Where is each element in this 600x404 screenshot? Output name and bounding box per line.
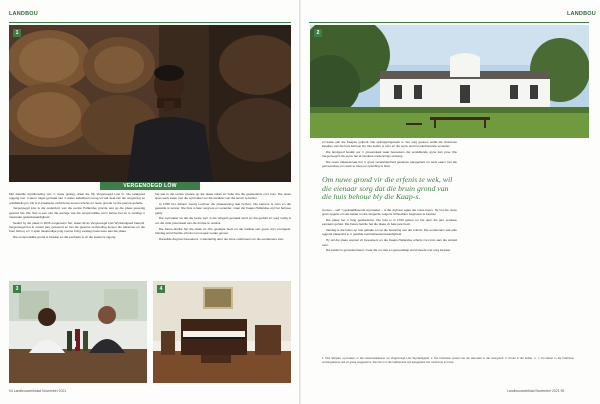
homestead-illustration (310, 25, 589, 138)
text-column-1 (9, 192, 145, 276)
paragraph: het wat in die eerste posisie op die plaas staan en hulle dra die geskiedenis met trots. Die nuwe span werk saam met die wynmaker om die karakter van die terroir te behou. (155, 192, 291, 201)
piano-illustration (153, 281, 291, 383)
photo-homestead (310, 25, 589, 138)
paragraph: Die wynmaker sê dat die beste wyn in die wingerd gemaak word en dat geduld en sorg nodig is om die volle potensiaal van die druiwe te ontsluit. (155, 216, 291, 225)
paragraph: Die oorspronklike grond is bewaar en die eenhede is vir die toekoms ingerig. (13, 235, 117, 240)
paragraph: Die nuwe plaaseienaar het ‘n groot verskeidenheid gewasse aangeplant en werk saam met die gemeenskap om werk te skep en opleiding te bied. (322, 160, 457, 169)
photo-number-badge: 4 (157, 285, 165, 293)
paragraph: Die Faure-familie het die plaas vir drie geslagte besit en die tradisie van goeie wyn voortgesit. Vandag word hierdie erfenis met respek verder gevoer. (155, 226, 291, 235)
paragraph: Vergenoegd Löw is die ouderdom van die eerste Hollandse gronde wat op die plaas gevestig geword het. Die huis is een van die weinige wat die oorspronklike vorm behou het en is vandag ‘n nasionale gedenkwaardigheid. (9, 206, 145, 219)
text-column-3-top (322, 140, 457, 176)
paragraph: Die kelder is gemoderniseer, maar die ou vate en gereedskap word steeds met sorg bewaar. (326, 248, 451, 253)
section-label-left: LANDBOU (9, 11, 38, 17)
text-column-3-bottom (322, 208, 457, 354)
paragraph: In 1788 het Johann Georg Lochner die plaaswoning laat herbou. Die kamers is ruim en die gewelde is versier. Die huis is later vergroot en verander, maar die Kaaps-Hollandse styl het behoue gebly. (155, 202, 291, 215)
paragraph: Die plaas het ‘n lang geskiedenis. Die huis is in 1700 gebou en het deur die jare verskeie eienaars gehad. Die Faure-familie het die plaas vir baie jare besit. (322, 218, 457, 227)
photo-winemaker (9, 25, 291, 182)
paragraph: en kaste van die Kaapse tydperk. Die opknappingswerk is met sorg gedoen sodat die historiese karakter van die huis behoue bly. Die kelder is ruim en die wyne word in eikehoutvate verouder. (322, 140, 457, 149)
empty-column (465, 140, 589, 354)
section-label-right: LANDBOU (567, 11, 596, 17)
photo-tasting (9, 281, 147, 383)
header-rule-left (9, 22, 291, 23)
text-column-2 (155, 192, 291, 276)
paragraph: Dieselfde dag kan besoekers ‘n wandeling deur die tuine onderneem en die eendemars sien. (159, 236, 285, 241)
header-rule-right (309, 22, 589, 23)
spread-gutter (299, 0, 301, 404)
paragraph: Sedert hy die plaas in 2015 oorgeneem het, staan dit as Vergenoegd Löw Wynlandgoed bekend. Vergenoegd het in vroeër jare gewoond en het die gewone verhouding tussen die sakeman en die boer behou, en ‘n span deskundige jong mense bring vandag nuwe lewe aan die plaas. (9, 220, 145, 234)
tasting-illustration (9, 281, 147, 383)
photo-captions: 1. Ntsi Sibiyalu, wynmaker, in die restourasiekamer op Vergenoegd Löw Wynlandgoed. 2. Die historiese opstal met die eike-laan in die voorgrond. 3. Proeë in die kelder. 4. ‘n Ou klavier in die historiese ontvangskamer wat vir gaste oopgestel is. Die tuin is in die tradisionele styl aangeplant met roosbome en kruie. (322, 357, 574, 364)
page-footer-right: Landbouweekblad November 2021 95 (507, 389, 565, 393)
paragraph: Hy wil die plaas oopstel vir besoekers en die Kaaps-Hollandse erfenis met trots aan die wêreld toon. (322, 238, 457, 247)
photo-number-badge: 2 (314, 29, 322, 37)
photo-number-badge: 3 (13, 285, 21, 293)
photo-number-badge: 1 (13, 29, 21, 37)
photo-piano-room (153, 281, 291, 383)
pull-quote: Om nuwe grond vir die erfenis te wek, wil die eienaar sorg dat die bruin grond van die huis behoue bly die Kaap-s. (322, 175, 453, 202)
caption-bar: VERGENOEGD LÖW (100, 182, 200, 190)
paragraph: Vandag is die fokus op hoë gehalte en op die bewaring van die erfenis. Die eendemars wat elke oggend plaasvind is ‘n gewilde toeristebesienswaardigheid. (322, 228, 457, 237)
paragraph: Met daardie wyndiensting van ‘n nuwe geslag, draai die bly Vergenoegd Löw in. Die landgoed opgerig met ‘n skuur nagel gemaak van ‘n water sabelboom terug uit wat deel van die omgewing se ontwikkeling is. Dit is in kreatiewe verbintenis tussen erfenis en nuwe gronde op die pad na gehalte. (9, 192, 145, 205)
winemaker-illustration (9, 25, 291, 182)
page-footer-left: 94 Landbouweekblad November 2021 (9, 389, 67, 393)
paragraph: Cursus – self ‘n gekwalifiseerde wynmaker – is die dryfveer agter die nuwe koers. Hy het die nuwe span opgelei om die kelder en die wingerde volgens volhoubare beginsels te bestuur. (322, 208, 457, 217)
paragraph: Die landgoed beskik oor ‘n proeelokaal waar besoekers die verskillende wyne kan proe. Die Vergenoegd Löw-wyne het al verskeie toekennings ontvang. (322, 150, 457, 159)
